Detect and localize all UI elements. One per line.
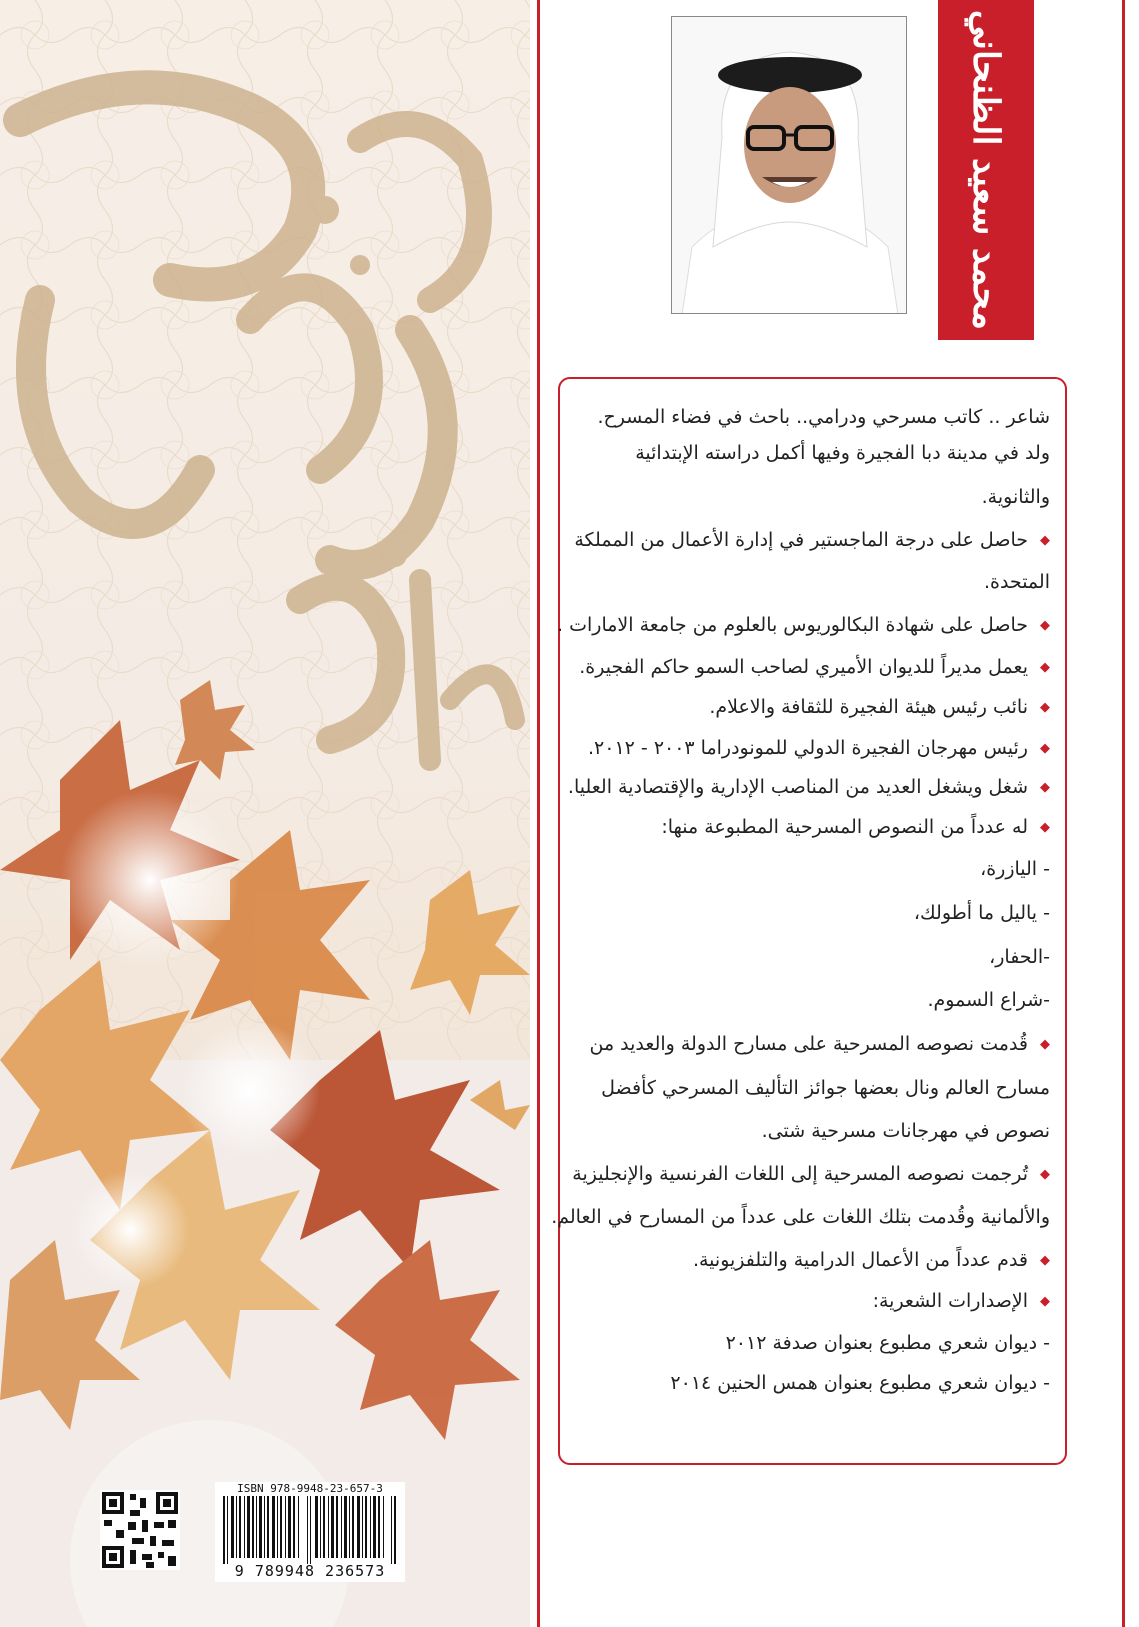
bio-line — [670, 1368, 1050, 1398]
cover-artwork — [0, 0, 530, 1627]
bio-line — [635, 438, 1050, 468]
bio-line — [579, 652, 1050, 683]
diamond-bullet-icon: ◆ — [1040, 659, 1050, 675]
bio-line-text: يعمل مديراً للديوان الأميري لصاحب السمو حاكم الفجيرة. — [579, 656, 1028, 678]
diamond-bullet-icon: ◆ — [1040, 740, 1050, 756]
bio-line — [557, 610, 1050, 641]
bio-line — [601, 1073, 1050, 1103]
diamond-bullet-icon: ◆ — [1040, 1252, 1050, 1268]
bio-line-text: مسارح العالم ونال بعضها جوائز التأليف المسرحي كأفضل — [601, 1077, 1050, 1099]
bio-line — [693, 1245, 1050, 1276]
bio-line-text: والثانوية. — [981, 486, 1050, 508]
bio-line — [726, 1328, 1050, 1358]
diamond-bullet-icon: ◆ — [1040, 1166, 1050, 1182]
bio-line — [597, 402, 1050, 432]
bio-line — [927, 985, 1050, 1015]
bio-line — [873, 1286, 1050, 1317]
bio-line — [588, 733, 1050, 764]
bio-line-text: رئيس مهرجان الفجيرة الدولي للمونودراما ٢٠٠٣ - ٢٠١٢. — [588, 737, 1028, 759]
qr-code[interactable] — [100, 1490, 180, 1570]
author-name-banner — [938, 0, 1034, 340]
bio-line — [574, 525, 1050, 556]
isbn-label: ISBN 978-9948-23-657-3 — [237, 1482, 383, 1495]
bio-line — [589, 1029, 1050, 1060]
bio-line-text: - ديوان شعري مطبوع بعنوان همس الحنين ٢٠١٤ — [670, 1372, 1050, 1394]
bio-line-text: والألمانية وقُدمت بتلك اللغات على عدداً من المسارح في العالم. — [551, 1206, 1050, 1228]
barcode-bars — [215, 1496, 405, 1568]
bio-line — [568, 772, 1050, 803]
bio-line — [982, 482, 1050, 512]
isbn-barcode — [215, 1482, 405, 1582]
autumn-leaves-illustration — [0, 0, 530, 1627]
bio-line — [980, 854, 1050, 884]
bio-line — [984, 567, 1050, 597]
bio-line-text: نصوص في مهرجانات مسرحية شتى. — [761, 1120, 1050, 1142]
bio-line-text: -شراع السموم. — [927, 989, 1050, 1011]
diamond-bullet-icon: ◆ — [1040, 617, 1050, 633]
diamond-bullet-icon: ◆ — [1040, 532, 1050, 548]
diamond-bullet-icon: ◆ — [1040, 1293, 1050, 1309]
bio-line — [914, 898, 1050, 928]
bio-line-text: - ديوان شعري مطبوع بعنوان صدفة ٢٠١٢ — [725, 1332, 1050, 1354]
bio-line-text: شغل ويشغل العديد من المناصب الإدارية والإقتصادية العليا. — [567, 776, 1028, 798]
bio-line-text: له عدداً من النصوص المسرحية المطبوعة منها: — [661, 816, 1028, 838]
bio-line-text: قدم عدداً من الأعمال الدرامية والتلفزيونية. — [692, 1249, 1028, 1271]
bio-line-text: - اليازرة، — [980, 858, 1050, 880]
bio-line — [661, 812, 1050, 843]
diamond-bullet-icon: ◆ — [1040, 1036, 1050, 1052]
bio-line-text: حاصل على شهادة البكالوريوس بالعلوم من جامعة الامارات . — [557, 614, 1028, 636]
bio-line — [762, 1116, 1050, 1146]
bio-line-text: -الحفار، — [989, 946, 1050, 968]
qr-code-icon — [100, 1490, 180, 1570]
bio-line-text: نائب رئيس هيئة الفجيرة للثقافة والاعلام. — [709, 696, 1028, 718]
bio-line-text: - ياليل ما أطولك، — [913, 902, 1050, 924]
bio-line-text: شاعر .. كاتب مسرحي ودرامي.. باحث في فضاء المسرح. — [597, 406, 1050, 428]
bio-line-text: ولد في مدينة دبا الفجيرة وفيها أكمل دراسته الإبتدائية — [635, 442, 1050, 464]
diamond-bullet-icon: ◆ — [1040, 779, 1050, 795]
bio-line-text: تُرجمت نصوصه المسرحية إلى اللغات الفرنسية والإنجليزية — [572, 1163, 1028, 1185]
bio-line — [551, 1202, 1050, 1232]
bio-line-text: المتحدة. — [983, 571, 1050, 593]
bio-line-text: حاصل على درجة الماجستير في إدارة الأعمال من المملكة — [574, 529, 1028, 551]
diamond-bullet-icon: ◆ — [1040, 699, 1050, 715]
bio-line — [572, 1159, 1050, 1190]
bio-line — [989, 942, 1050, 972]
bio-line — [709, 692, 1050, 723]
author-name: محمد سعيد الظنحاني — [965, 9, 1007, 331]
bio-line-text: الإصدارات الشعرية: — [872, 1290, 1028, 1312]
author-photo-illustration — [672, 17, 907, 314]
diamond-bullet-icon: ◆ — [1040, 819, 1050, 835]
barcode-digits: 9 789948 236573 — [234, 1562, 386, 1580]
bio-line-text: قُدمت نصوصه المسرحية على مسارح الدولة والعديد من — [589, 1033, 1028, 1055]
author-portrait — [671, 16, 907, 314]
